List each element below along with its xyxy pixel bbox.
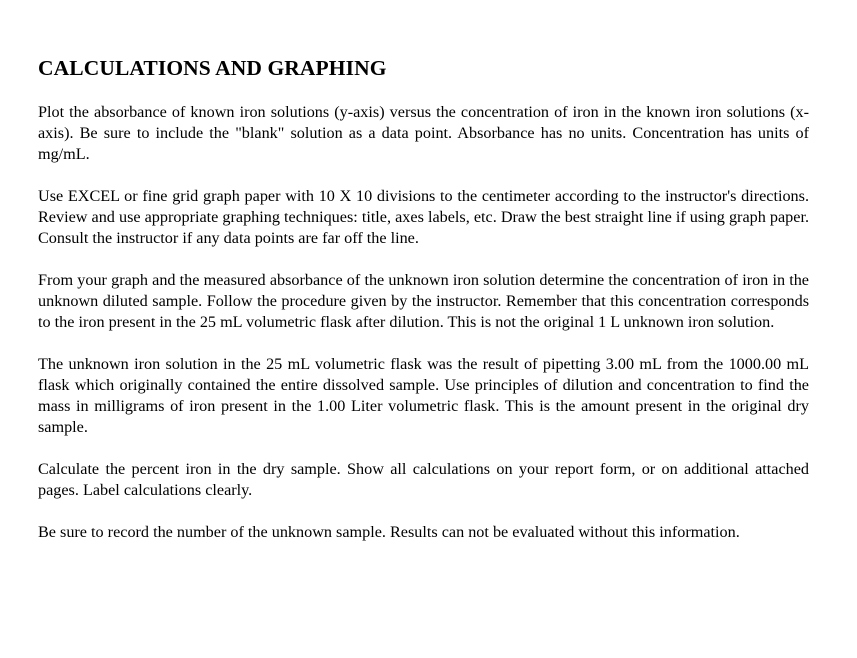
paragraph-graphing-tools: Use EXCEL or fine grid graph paper with 10 X 10 divisions to the centimeter according to the instructor's directions. Review and use appropriate graphing techniques: title, axes labels, etc. Draw the best straight line if using graph paper. Consult the instructor if any data points are far off the line. xyxy=(38,187,809,247)
paragraph-percent-iron: Calculate the percent iron in the dry sample. Show all calculations on your report form, or on additional attached pages. Label calculations clearly. xyxy=(38,460,809,499)
document-page xyxy=(38,54,809,564)
paragraph-unknown-concentration: From your graph and the measured absorbance of the unknown iron solution determine the concentration of iron in the unknown diluted sample. Follow the procedure given by the instructor. Remember that this concentration corresponds to the iron present in the 25 mL volumetric flask after dilution. This is not the original 1 L unknown iron solution. xyxy=(38,271,809,331)
paragraph-record-sample-number: Be sure to record the number of the unknown sample. Results can not be evaluated without this information. xyxy=(38,523,740,541)
paragraph-plot-instructions: Plot the absorbance of known iron solutions (y-axis) versus the concentration of iron in the known iron solutions (x-axis). Be sure to include the "blank" solution as a data point. Absorbance has no units. Concentration has units of mg/mL. xyxy=(38,103,809,163)
paragraph-dilution-calculation: The unknown iron solution in the 25 mL volumetric flask was the result of pipetting 3.00 mL from the 1000.00 mL flask which originally contained the entire dissolved sample. Use principles of dilution and concentration to find the mass in milligrams of iron present in the 1.00 Liter volumetric flask. This is the amount present in the original dry sample. xyxy=(38,355,809,436)
page-title: CALCULATIONS AND GRAPHING xyxy=(38,56,387,80)
